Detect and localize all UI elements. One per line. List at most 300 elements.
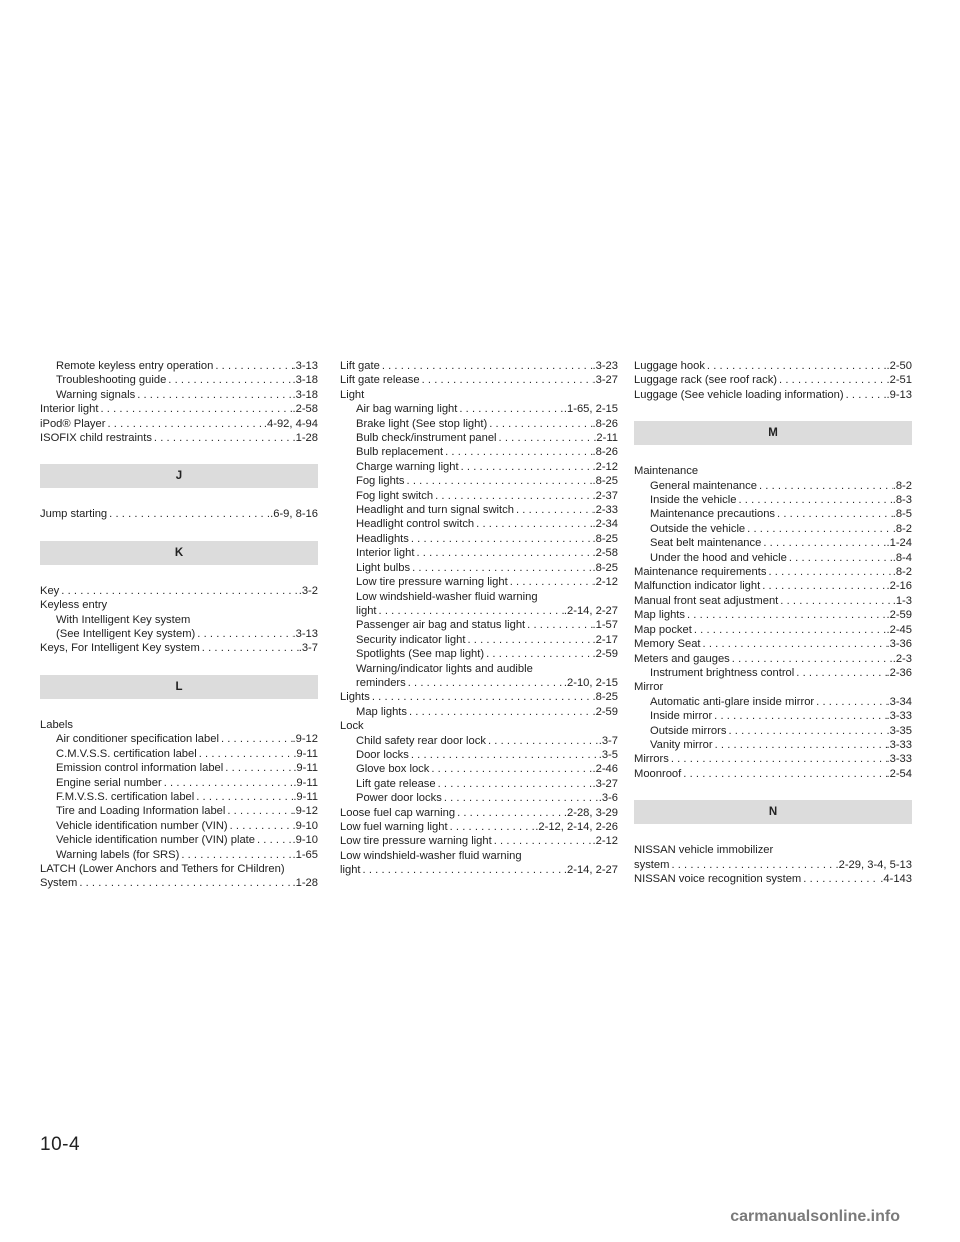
index-term: Instrument brightness control	[650, 666, 795, 679]
dot-leader	[442, 791, 599, 805]
page-reference: .2-17	[592, 633, 618, 646]
page-reference: .2-59	[592, 648, 618, 661]
index-term-continued: Low windshield-washer fluid warning	[356, 590, 538, 603]
dot-leader	[98, 402, 292, 416]
page-reference: .2-11	[593, 432, 618, 445]
page-reference: .2-12	[592, 460, 618, 473]
index-entry	[340, 690, 618, 704]
index-entry	[340, 748, 618, 762]
page-reference: .2-12	[592, 835, 618, 848]
index-term: light	[356, 604, 377, 617]
index-term: Vehicle identification number (VIN)	[56, 819, 228, 832]
page-reference: .9-12	[292, 805, 318, 818]
dot-leader	[219, 732, 293, 746]
dot-leader	[107, 507, 270, 521]
dot-leader	[514, 503, 593, 517]
dot-leader	[406, 676, 564, 690]
index-entry	[40, 402, 318, 416]
dot-leader	[713, 738, 887, 752]
index-term: Seat belt maintenance	[650, 537, 762, 550]
dot-leader	[409, 748, 599, 762]
index-entry	[340, 863, 618, 877]
index-term: System	[40, 877, 78, 890]
page-reference: .9-11	[293, 776, 318, 789]
index-entry	[634, 666, 912, 680]
index-term: F.M.V.S.S. certification label	[56, 790, 195, 803]
index-entry	[634, 709, 912, 723]
dot-leader	[492, 834, 593, 848]
dot-leader	[692, 623, 887, 637]
index-term: Interior light	[40, 403, 99, 416]
page-reference: .2-34	[592, 518, 618, 531]
index-term: light	[340, 864, 361, 877]
index-term: Bulb replacement	[356, 446, 444, 459]
page-reference: .3-27	[592, 374, 618, 387]
index-heading: Maintenance	[634, 465, 699, 478]
page-reference: .9-10	[292, 819, 318, 832]
index-term: Headlight and turn signal switch	[356, 504, 514, 517]
index-term-continued: With Intelligent Key system	[56, 613, 191, 626]
index-term: Vehicle identification number (VIN) plate	[56, 834, 255, 847]
page-reference: .1-28	[292, 877, 318, 890]
section-letter-j: J	[40, 464, 318, 488]
index-term: Bulb check/instrument panel	[356, 432, 497, 445]
index-entry	[634, 752, 912, 766]
index-entry	[340, 517, 618, 531]
dot-leader	[844, 388, 887, 402]
index-term: Door locks	[356, 748, 409, 761]
index-entry	[340, 561, 618, 575]
index-term: Low tire pressure warning light	[340, 835, 492, 848]
index-term: system	[634, 858, 670, 871]
index-term: Meters and gauges	[634, 652, 730, 665]
index-term: Warning labels (for SRS)	[56, 848, 180, 861]
index-entry	[634, 388, 912, 402]
page-reference: .8-3	[892, 494, 912, 507]
page-reference: .3-2	[298, 584, 318, 597]
page-reference: .8-25	[592, 691, 618, 704]
index-term: Tire and Loading Information label	[56, 805, 226, 818]
index-term: Warning signals	[56, 388, 136, 401]
dot-leader	[228, 819, 293, 833]
page-number: 10-4	[40, 1134, 81, 1155]
index-entry	[634, 373, 912, 387]
index-entry	[340, 791, 618, 805]
index-term: Outside mirrors	[650, 724, 727, 737]
page-reference: .2-50	[886, 360, 912, 372]
index-term: Outside the vehicle	[650, 522, 746, 535]
dot-leader	[465, 633, 592, 647]
dot-leader	[777, 373, 886, 387]
page-reference: .3-33	[886, 738, 912, 751]
dot-leader	[255, 833, 293, 847]
dot-leader	[370, 690, 593, 704]
index-entry	[340, 734, 618, 748]
index-term: C.M.V.S.S. certification label	[56, 747, 197, 760]
dot-leader	[152, 431, 293, 445]
index-entry	[634, 359, 912, 373]
dot-leader	[77, 876, 292, 890]
index-entry	[634, 479, 912, 493]
index-term: Maintenance requirements	[634, 566, 767, 579]
dot-leader	[760, 579, 886, 593]
dot-leader	[436, 777, 593, 791]
dot-leader	[457, 402, 564, 416]
page-reference: .8-25	[592, 532, 618, 545]
index-entry	[634, 858, 912, 872]
page-reference: .1-65	[292, 848, 318, 861]
dot-leader	[681, 767, 886, 781]
index-entry	[634, 637, 912, 651]
index-term: Child safety rear door lock	[356, 734, 486, 747]
index-term: reminders	[356, 676, 406, 689]
index-term: Vanity mirror	[650, 738, 713, 751]
index-entry	[340, 777, 618, 791]
index-term: Inside the vehicle	[650, 494, 737, 507]
index-term: Passenger air bag and status light	[356, 619, 526, 632]
page-reference: .3-33	[886, 710, 912, 723]
index-entry	[634, 579, 912, 593]
index-entry	[340, 647, 618, 661]
index-heading: Labels	[40, 718, 73, 731]
index-term: Mirrors	[634, 753, 669, 766]
index-entry	[634, 623, 912, 637]
dot-leader	[195, 627, 292, 641]
index-entry	[340, 489, 618, 503]
index-entry	[634, 493, 912, 507]
index-entry	[340, 460, 618, 474]
index-entry	[634, 872, 912, 886]
index-entry	[40, 790, 318, 804]
dot-leader	[484, 647, 592, 661]
index-column-3	[634, 359, 912, 886]
index-term: Luggage rack (see roof rack)	[634, 374, 778, 387]
index-term: General maintenance	[650, 479, 757, 492]
index-entry	[634, 551, 912, 565]
index-entry	[40, 747, 318, 761]
index-term: Map lights	[634, 609, 685, 622]
index-entry	[340, 806, 618, 820]
dot-leader	[135, 388, 292, 402]
page-reference: .1-24	[886, 537, 912, 550]
index-entry	[40, 431, 318, 445]
dot-leader	[459, 460, 593, 474]
page-reference: .1-28	[292, 432, 318, 445]
index-term: Low tire pressure warning light	[356, 576, 508, 589]
page-reference: .3-23	[592, 360, 618, 372]
page-reference: .9-11	[293, 762, 318, 775]
index-term: Troubleshooting guide	[56, 374, 167, 387]
dot-leader	[701, 637, 887, 651]
dot-leader	[429, 762, 592, 776]
dot-leader	[197, 747, 294, 761]
index-term: Lights	[340, 691, 370, 704]
dot-leader	[761, 536, 886, 550]
index-term: Inside mirror	[650, 710, 713, 723]
index-entry	[634, 695, 912, 709]
dot-leader	[474, 517, 592, 531]
index-entry	[340, 373, 618, 387]
index-entry	[40, 627, 318, 641]
dot-leader	[745, 522, 893, 536]
page-reference: .4-143	[880, 872, 912, 885]
index-entry	[340, 417, 618, 431]
dot-leader	[669, 752, 887, 766]
dot-leader	[223, 761, 293, 775]
index-term: Light bulbs	[356, 561, 411, 574]
page-reference: .8-26	[592, 446, 618, 459]
index-entry	[40, 776, 318, 790]
index-term: Headlight control switch	[356, 518, 475, 531]
page-reference: .9-11	[293, 790, 318, 803]
index-heading: Lock	[340, 720, 364, 733]
dot-leader	[814, 695, 886, 709]
dot-leader	[766, 565, 892, 579]
index-entry	[40, 373, 318, 387]
index-term: Headlights	[356, 532, 409, 545]
index-entry	[634, 767, 912, 781]
index-term: Luggage hook	[634, 360, 705, 372]
index-entry	[340, 618, 618, 632]
index-term-continued: Warning/indicator lights and audible	[356, 662, 533, 675]
page-reference: .2-54	[886, 767, 912, 780]
page-reference: .6-9, 8-16	[270, 508, 318, 521]
page-reference: .3-13	[292, 628, 318, 641]
index-entry	[634, 608, 912, 622]
page-reference: .3-18	[292, 388, 318, 401]
dot-leader	[730, 652, 893, 666]
page-reference: .2-59	[886, 609, 912, 622]
page-reference: .2-33	[592, 504, 618, 517]
index-term: Remote keyless entry operation	[56, 360, 214, 372]
dot-leader	[405, 474, 593, 488]
page-reference: .2-29, 3-4, 5-13	[835, 858, 912, 871]
index-entry	[634, 738, 912, 752]
page-reference: .2-28, 3-29	[563, 806, 618, 819]
dot-leader	[497, 431, 594, 445]
dot-leader	[213, 359, 292, 373]
index-entry	[40, 417, 318, 431]
index-term: Map pocket	[634, 623, 692, 636]
index-term: Spotlights (See map light)	[356, 648, 485, 661]
index-entry	[40, 359, 318, 373]
dot-leader	[508, 575, 593, 589]
index-entry	[340, 474, 618, 488]
page-reference: .8-25	[592, 561, 618, 574]
dot-leader	[525, 618, 592, 632]
page-reference: .9-13	[886, 388, 912, 401]
index-entry	[40, 848, 318, 862]
index-entry	[40, 584, 318, 598]
index-term: Maintenance precautions	[650, 508, 776, 521]
page-reference: .3-33	[886, 753, 912, 766]
dot-leader	[194, 790, 293, 804]
index-term-continued: NISSAN vehicle immobilizer	[634, 844, 774, 857]
page-reference: .2-10, 2-15	[563, 676, 618, 689]
page-reference: .9-10	[292, 834, 318, 847]
dot-leader	[433, 489, 592, 503]
dot-leader	[757, 479, 893, 493]
dot-leader	[487, 417, 592, 431]
index-entry	[340, 503, 618, 517]
index-term: ISOFIX child restraints	[40, 432, 152, 445]
index-term: Lift gate release	[356, 777, 436, 790]
index-entry	[40, 833, 318, 847]
page-reference: .3-36	[886, 638, 912, 651]
dot-leader	[162, 776, 294, 790]
dot-leader	[414, 546, 592, 560]
page-reference: .3-13	[292, 360, 318, 372]
index-entry	[40, 804, 318, 818]
page-reference: .3-35	[886, 724, 912, 737]
index-entry	[340, 705, 618, 719]
index-term: Engine serial number	[56, 776, 162, 789]
index-entry	[340, 575, 618, 589]
index-term: Fog light switch	[356, 489, 434, 502]
index-term: Lift gate	[340, 360, 380, 372]
page-reference: .3-34	[886, 695, 912, 708]
index-entry	[40, 388, 318, 402]
index-term: NISSAN voice recognition system	[634, 872, 802, 885]
index-term: Emission control information label	[56, 762, 224, 775]
index-term: Manual front seat adjustment	[634, 594, 779, 607]
index-term: Lift gate release	[340, 374, 420, 387]
page-reference: .3-7	[298, 642, 318, 655]
index-term: Glove box lock	[356, 763, 430, 776]
page-reference: .2-45	[886, 623, 912, 636]
index-entry	[634, 536, 912, 550]
index-entry	[340, 604, 618, 618]
index-term: Automatic anti-glare inside mirror	[650, 695, 815, 708]
section-letter-n: N	[634, 800, 912, 824]
index-term: Low fuel warning light	[340, 821, 448, 833]
index-term: Loose fuel cap warning	[340, 806, 456, 819]
index-term: Air bag warning light	[356, 403, 458, 416]
page-reference: .2-14, 2-27	[563, 604, 618, 617]
dot-leader	[443, 445, 592, 459]
dot-leader	[200, 641, 299, 655]
index-term: Charge warning light	[356, 460, 459, 473]
page-reference: .2-12, 2-14, 2-26	[535, 821, 618, 833]
page-reference: .9-11	[293, 747, 318, 760]
page-reference: .1-3	[892, 594, 912, 607]
index-entry	[340, 431, 618, 445]
index-term: Security indicator light	[356, 633, 466, 646]
dot-leader	[705, 359, 887, 373]
dot-leader	[407, 705, 593, 719]
index-entry	[340, 359, 618, 373]
dot-leader	[105, 417, 263, 431]
index-entry	[634, 507, 912, 521]
page-reference: .3-18	[292, 374, 318, 387]
index-term-continued: LATCH (Lower Anchors and Tethers for CHildren)	[40, 862, 285, 875]
index-entry	[40, 819, 318, 833]
dot-leader	[59, 584, 298, 598]
page-reference: .2-14, 2-27	[563, 864, 618, 877]
dot-leader	[166, 373, 292, 387]
watermark: carmanualsonline.info	[730, 1208, 900, 1225]
dot-leader	[179, 848, 292, 862]
page-reference: .8-25	[592, 475, 618, 488]
page-reference: .2-37	[592, 489, 618, 502]
index-entry	[634, 594, 912, 608]
index-term: Moonroof	[634, 767, 682, 780]
index-entry	[634, 565, 912, 579]
index-term: Malfunction indicator light	[634, 580, 761, 593]
index-term: Map lights	[356, 705, 407, 718]
dot-leader	[775, 507, 893, 521]
section-letter-l: L	[40, 675, 318, 699]
index-entry	[40, 641, 318, 655]
index-entry	[340, 532, 618, 546]
dot-leader	[409, 532, 593, 546]
dot-leader	[448, 820, 536, 834]
index-term: Jump starting	[40, 508, 108, 521]
page-reference: .8-2	[892, 566, 912, 579]
page-reference: .2-36	[886, 666, 912, 679]
dot-leader	[787, 551, 893, 565]
index-term: Interior light	[356, 547, 415, 560]
dot-leader	[410, 561, 592, 575]
dot-leader	[377, 604, 564, 618]
index-entry	[340, 820, 618, 834]
dot-leader	[736, 493, 892, 507]
index-term: Key	[40, 584, 60, 597]
dot-leader	[225, 804, 292, 818]
page-reference: .3-5	[598, 748, 618, 761]
index-entry	[40, 761, 318, 775]
dot-leader	[685, 608, 887, 622]
page-reference: .2-58	[592, 547, 618, 560]
index-entry	[340, 402, 618, 416]
index-term: Memory Seat	[634, 638, 701, 651]
index-entry	[340, 762, 618, 776]
dot-leader	[361, 863, 564, 877]
index-term: Power door locks	[356, 792, 442, 805]
index-entry	[634, 652, 912, 666]
page-reference: .2-59	[592, 705, 618, 718]
index-term: Fog lights	[356, 475, 405, 488]
index-heading: Light	[340, 388, 365, 401]
index-entry	[634, 724, 912, 738]
page-reference: .2-12	[592, 576, 618, 589]
dot-leader	[801, 872, 880, 886]
index-term: Air conditioner specification label	[56, 733, 219, 746]
index-term: iPod® Player	[40, 417, 106, 430]
page-reference: .8-5	[892, 508, 912, 521]
index-entry	[40, 876, 318, 890]
index-entry	[340, 546, 618, 560]
page-reference: .2-58	[292, 403, 318, 416]
page-reference: .2-16	[886, 580, 912, 593]
page-reference: .2-51	[886, 374, 912, 387]
index-entry	[40, 732, 318, 746]
index-term: Keys, For Intelligent Key system	[40, 642, 200, 655]
section-letter-k: K	[40, 541, 318, 565]
page-reference: .1-57	[592, 619, 618, 632]
dot-leader	[380, 359, 593, 373]
dot-leader	[669, 858, 835, 872]
index-term: Luggage (See vehicle loading information)	[634, 388, 844, 401]
page-reference: .4-92, 4-94	[263, 417, 318, 430]
page-reference: .3-6	[598, 792, 618, 805]
index-entry	[340, 633, 618, 647]
index-term: Brake light (See stop light)	[356, 417, 488, 430]
page-reference: .8-2	[892, 479, 912, 492]
page-reference: .3-27	[592, 777, 618, 790]
page-reference: .2-46	[592, 763, 618, 776]
index-entry	[40, 507, 318, 521]
